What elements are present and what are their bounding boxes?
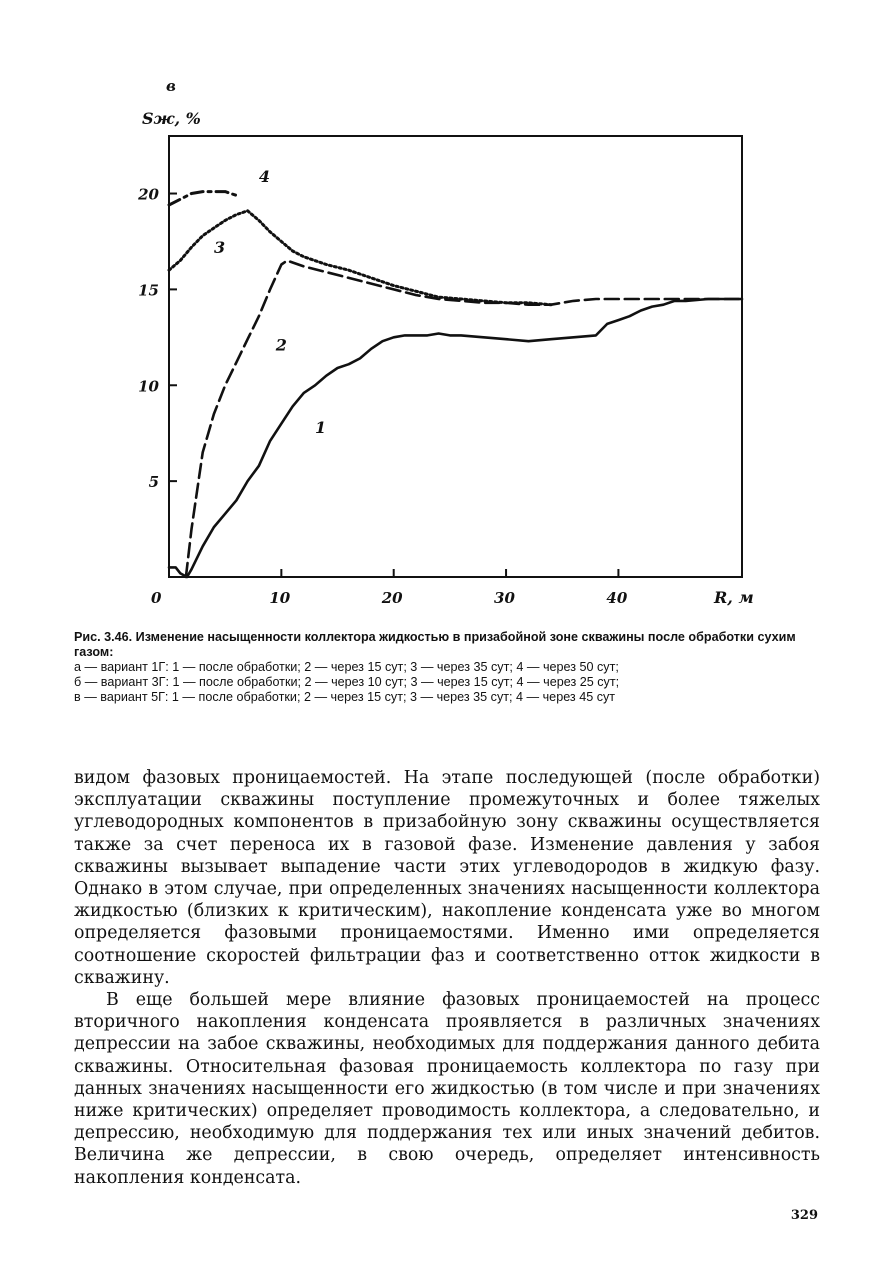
curve-label: 2: [275, 335, 287, 355]
caption-line-c: в — вариант 5Г: 1 — после обработки; 2 — через 15 сут; 3 — через 35 сут; 4 — через 45 сут: [74, 690, 616, 704]
y-tick-label: 5: [148, 473, 159, 492]
paragraph-2: В еще большей мере влияние фазовых проницаемостей на процесс вторичного накопления конденсата проявляется в различных значениях депрессии на забое скважины, необходимых для поддержания данного дебита скважины. Относительная фазовая проницаемость коллектора по газу при данных значениях насыщенности его жидкостью (в том числе и при значениях ниже критических) определяет проводимость коллектора, а следовательно, и депрессию, необходимую для поддержания тех или иных значений дебитов. Величина же депрессии, в свою очередь, определяет интенсивность накопления конденсата.: [74, 990, 820, 1188]
caption-line-b: б — вариант 3Г: 1 — после обработки; 2 — через 10 сут; 3 — через 15 сут; 4 — через 25 сут;: [74, 675, 620, 689]
plot-frame: [169, 136, 742, 577]
curve-label-group: [214, 167, 326, 437]
curve-label: 3: [213, 237, 226, 257]
x-tick-label: 20: [381, 589, 403, 607]
paragraph-1: видом фазовых проницаемостей. На этапе последующей (после обработки) эксплуатации скважины поступление промежуточных и более тяжелых углеводородных компонентов в призабойную зону скважины осуществляется также за счет переноса их в газовой фазе. Изменение давления у забоя скважины вызывает выпадение части этих углеводородов в жидкую фазу. Однако в этом случае, при определенных значениях насыщенности коллектора жидкостью (близких к критическим), накопление конденсата уже во многом определяется фазовыми проницаемостями. Именно ими определяется соотношение скоростей фильтрации фаз и соответственно отток жидкости в скважину.: [74, 768, 820, 988]
curve-label: 4: [258, 167, 271, 187]
x-tick-label: 30: [494, 589, 515, 607]
series-4-line: [169, 192, 236, 205]
page-number: 329: [790, 1208, 818, 1223]
body-text: [74, 767, 820, 1189]
panel-label: в: [166, 77, 176, 95]
saturation-chart: [0, 0, 892, 620]
caption-title: Рис. 3.46. Изменение насыщенности коллектора жидкостью в призабойной зоне скважины после обработки сухим газом:: [74, 630, 796, 659]
caption-line-a: а — вариант 1Г: 1 — после обработки; 2 — через 15 сут; 3 — через 35 сут; 4 — через 50 сут;: [74, 660, 619, 674]
x-tick-label: 0: [151, 589, 162, 607]
x-axis-label: R, м: [714, 588, 754, 607]
series-group: [169, 192, 742, 577]
y-tick-label: 20: [138, 185, 159, 204]
figure-caption: [74, 630, 822, 705]
y-tick-label: 15: [138, 281, 159, 300]
series-1-line: [169, 299, 742, 577]
axis-ticks: [137, 186, 628, 607]
curve-label: 1: [315, 418, 327, 438]
y-tick-label: 10: [138, 377, 159, 396]
series-2-line: [186, 261, 742, 577]
series-3-line: [169, 211, 551, 305]
y-axis-label: Sж, %: [142, 109, 201, 128]
x-tick-label: 10: [269, 589, 291, 607]
x-tick-label: 40: [606, 589, 628, 607]
